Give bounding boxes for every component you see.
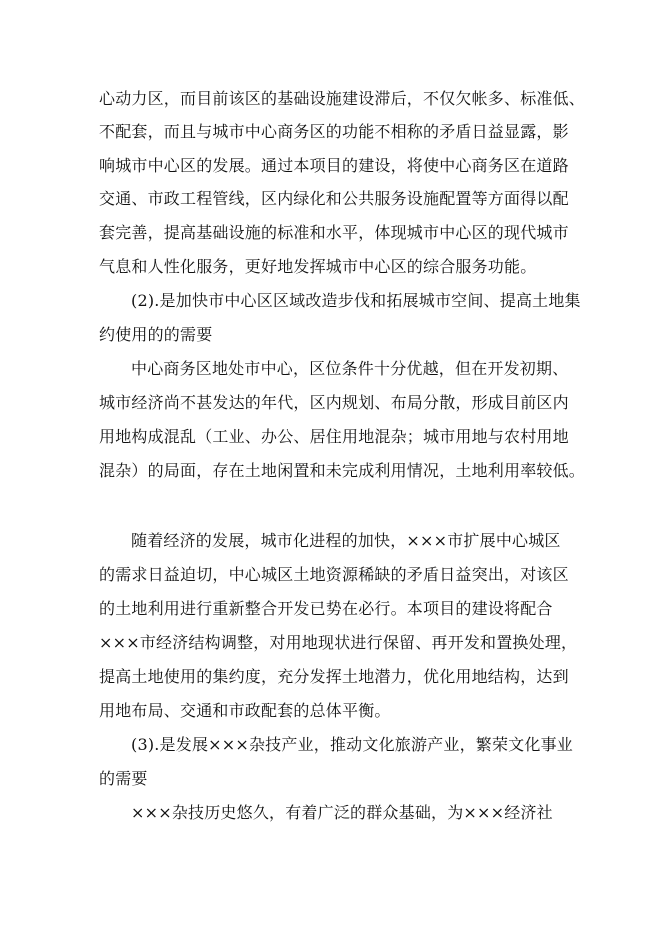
- text-line: 城市经济尚不甚发达的年代，区内规划、布局分散，形成目前区内: [99, 393, 569, 412]
- text-line: ×××杂技历史悠久，有着广泛的群众基础，为×××经济社: [131, 803, 553, 822]
- section-heading-line: (3).是发展×××杂技产业，推动文化旅游产业，繁荣文化事业: [131, 735, 573, 754]
- section-heading-line: 约使用的的需要: [99, 325, 213, 344]
- text-line: 交通、市政工程管线，区内绿化和公共服务设施配置等方面得以配: [99, 189, 569, 208]
- text-line: 套完善，提高基础设施的标准和水平，体现城市中心区的现代城市: [99, 223, 569, 242]
- text-line: 的土地利用进行重新整合开发已势在必行。本项目的建设将配合: [99, 599, 553, 618]
- text-line: 混杂）的局面，存在土地闲置和未完成利用情况，土地利用率较低。: [99, 461, 586, 480]
- text-line: 的需求日益迫切，中心城区土地资源稀缺的矛盾日益突出，对该区: [99, 565, 569, 584]
- text-line: 气息和人性化服务，更好地发挥城市中心区的综合服务功能。: [99, 257, 537, 276]
- text-line: 中心商务区地处市中心，区位条件十分优越，但在开发初期、: [131, 359, 569, 378]
- section-heading-line: 的需要: [99, 769, 148, 788]
- section-heading-line: (2).是加快市中心区区域改造步伐和拓展城市空间、提高土地集: [131, 291, 581, 310]
- text-line: ×××市经济结构调整，对用地现状进行保留、再开发和置换处理，: [99, 633, 578, 652]
- text-line: 心动力区，而目前该区的基础设施建设滞后，不仅欠帐多、标准低、: [99, 89, 586, 108]
- text-line: 随着经济的发展，城市化进程的加快，×××市扩展中心城区: [131, 531, 561, 550]
- text-line: 不配套，而且与城市中心商务区的功能不相称的矛盾日益显露，影: [99, 122, 569, 141]
- text-line: 响城市中心区的发展。通过本项目的建设，将使中心商务区在道路: [99, 156, 569, 175]
- text-line: 用地构成混乱（工业、办公、居住用地混杂；城市用地与农村用地: [99, 427, 569, 446]
- text-line: 提高土地使用的集约度，充分发挥土地潜力，优化用地结构，达到: [99, 667, 569, 686]
- text-line: 用地布局、交通和市政配套的总体平衡。: [99, 701, 391, 720]
